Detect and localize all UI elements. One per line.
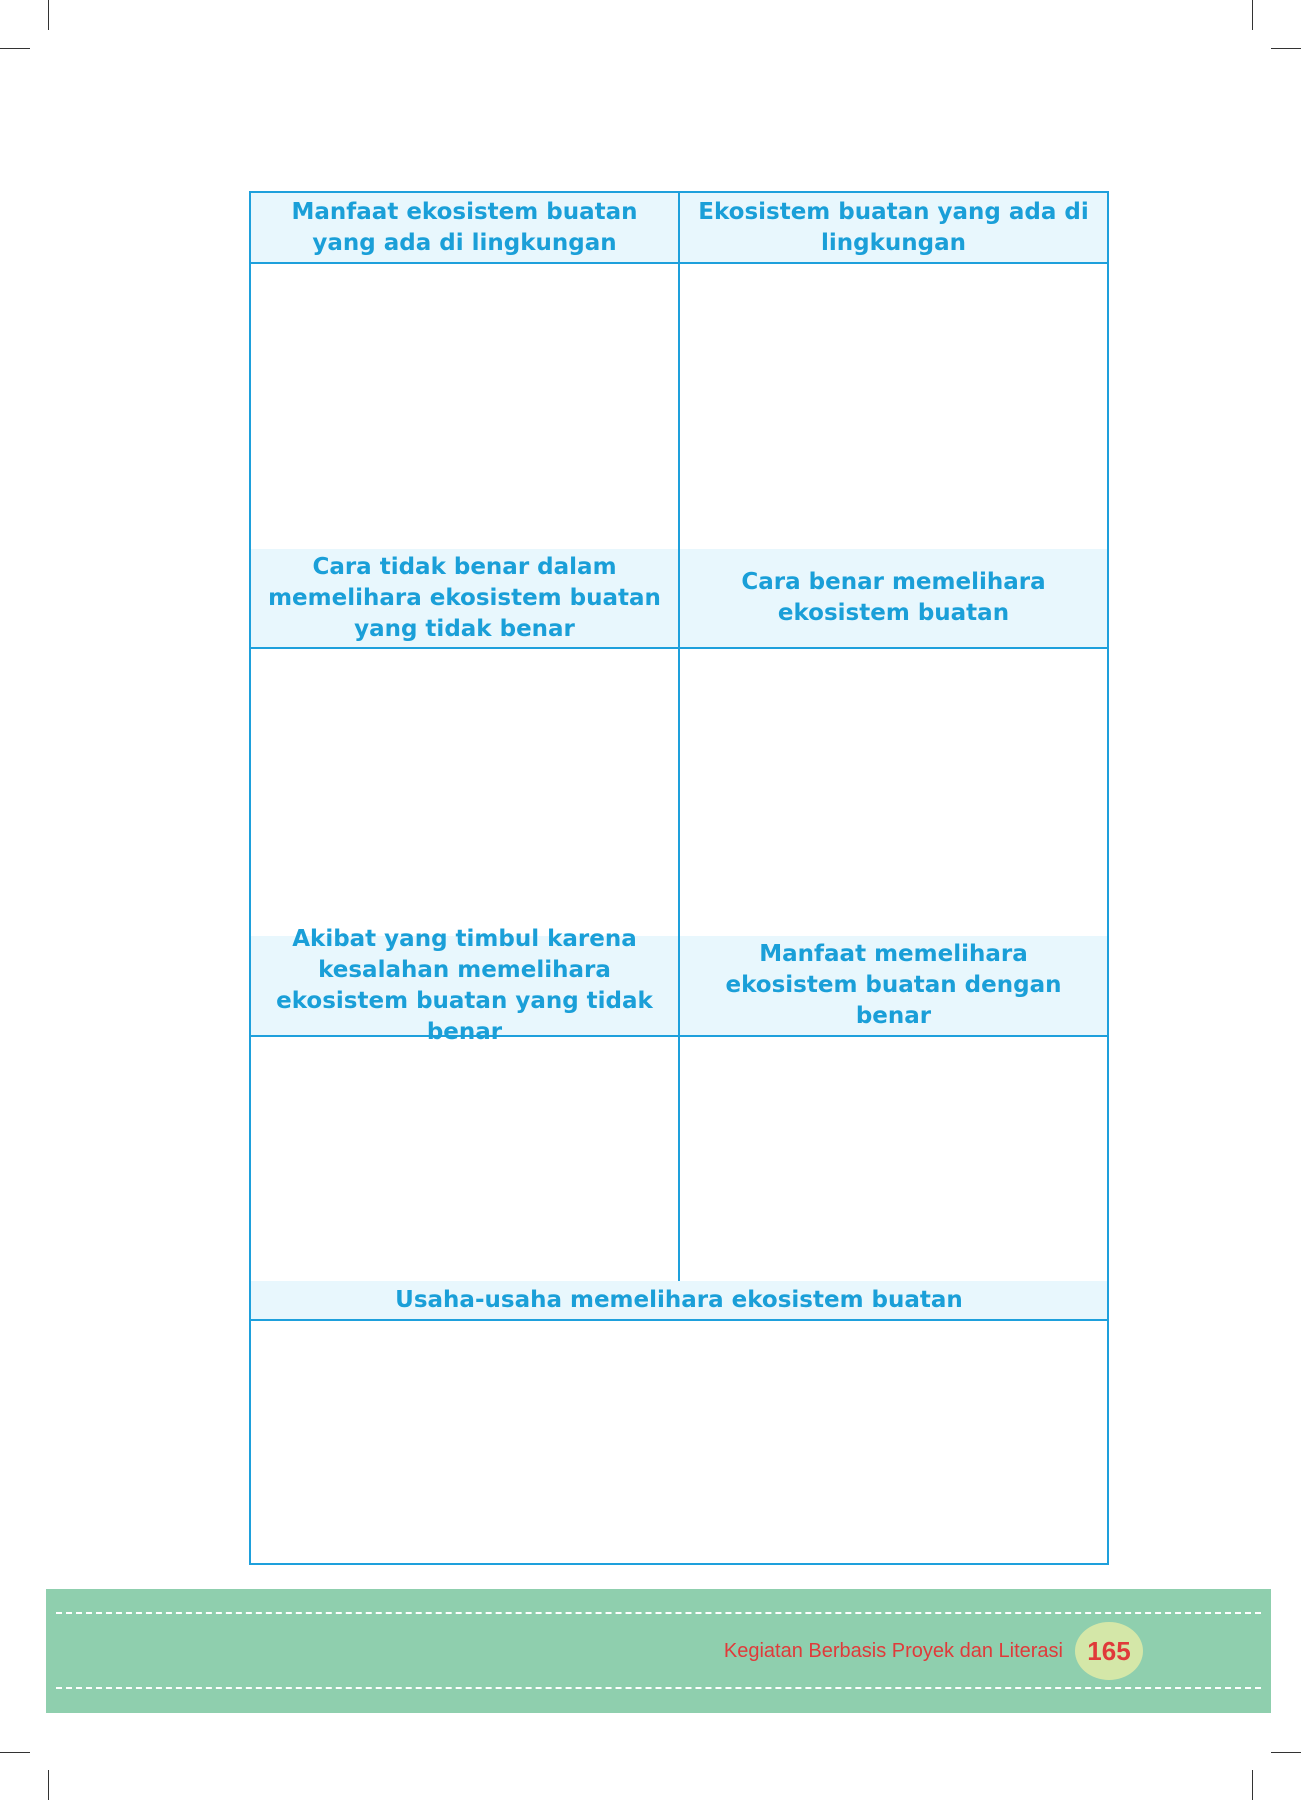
crop-mark — [0, 48, 30, 49]
answer-cell[interactable] — [251, 1319, 1107, 1563]
answer-cell[interactable] — [680, 647, 1107, 936]
header-cell-artificial-ecosystems-around: Ekosistem buatan yang ada di lingkungan — [698, 198, 1089, 256]
page-footer — [46, 1589, 1271, 1713]
worksheet-table — [249, 191, 1109, 1565]
table-header-row — [251, 1281, 1107, 1321]
table-header-row — [251, 193, 1107, 264]
page-number: 165 — [1087, 1635, 1131, 1666]
table-header-row — [251, 925, 1107, 1045]
header-cell-benefits-of-correct-care: Manfaat memelihara ekosistem buatan dengan benar — [725, 941, 1062, 1029]
table-answer-row — [251, 1319, 1107, 1563]
header-cell-maintenance-efforts: Usaha-usaha memelihara ekosistem buatan — [395, 1286, 963, 1313]
answer-cell[interactable] — [251, 1035, 680, 1281]
footer-dashed-line — [56, 1612, 1261, 1614]
answer-cell[interactable] — [251, 262, 680, 549]
crop-mark — [1252, 1770, 1253, 1800]
answer-cell[interactable] — [680, 1035, 1107, 1281]
crop-mark — [1271, 1752, 1301, 1753]
book-title: Kegiatan Berbasis Proyek dan Literasi — [723, 1640, 1063, 1662]
header-cell-correct-ways: Cara benar memelihara ekosistem buatan — [741, 569, 1046, 626]
crop-mark — [48, 1770, 49, 1800]
answer-cell[interactable] — [251, 647, 680, 936]
answer-cell[interactable] — [680, 262, 1107, 549]
table-answer-row — [251, 1035, 1107, 1283]
crop-mark — [1252, 0, 1253, 30]
crop-mark — [1271, 48, 1301, 49]
footer-dashed-line — [56, 1687, 1261, 1689]
table-answer-row — [251, 262, 1107, 551]
table-answer-row — [251, 647, 1107, 938]
crop-mark — [0, 1752, 30, 1753]
header-cell-consequences: Akibat yang timbul karena kesalahan memelihara ekosistem buatan yang tidak benar — [251, 936, 680, 1035]
crop-mark — [48, 0, 49, 30]
header-cell-benefits-of-artificial-ecosystem: Manfaat ekosistem buatan yang ada di lingkungan — [251, 193, 680, 262]
page-number-badge — [1075, 1622, 1143, 1680]
table-header-row — [251, 549, 1107, 649]
header-cell-incorrect-ways: Cara tidak benar dalam memelihara ekosistem buatan yang tidak benar — [251, 549, 680, 647]
